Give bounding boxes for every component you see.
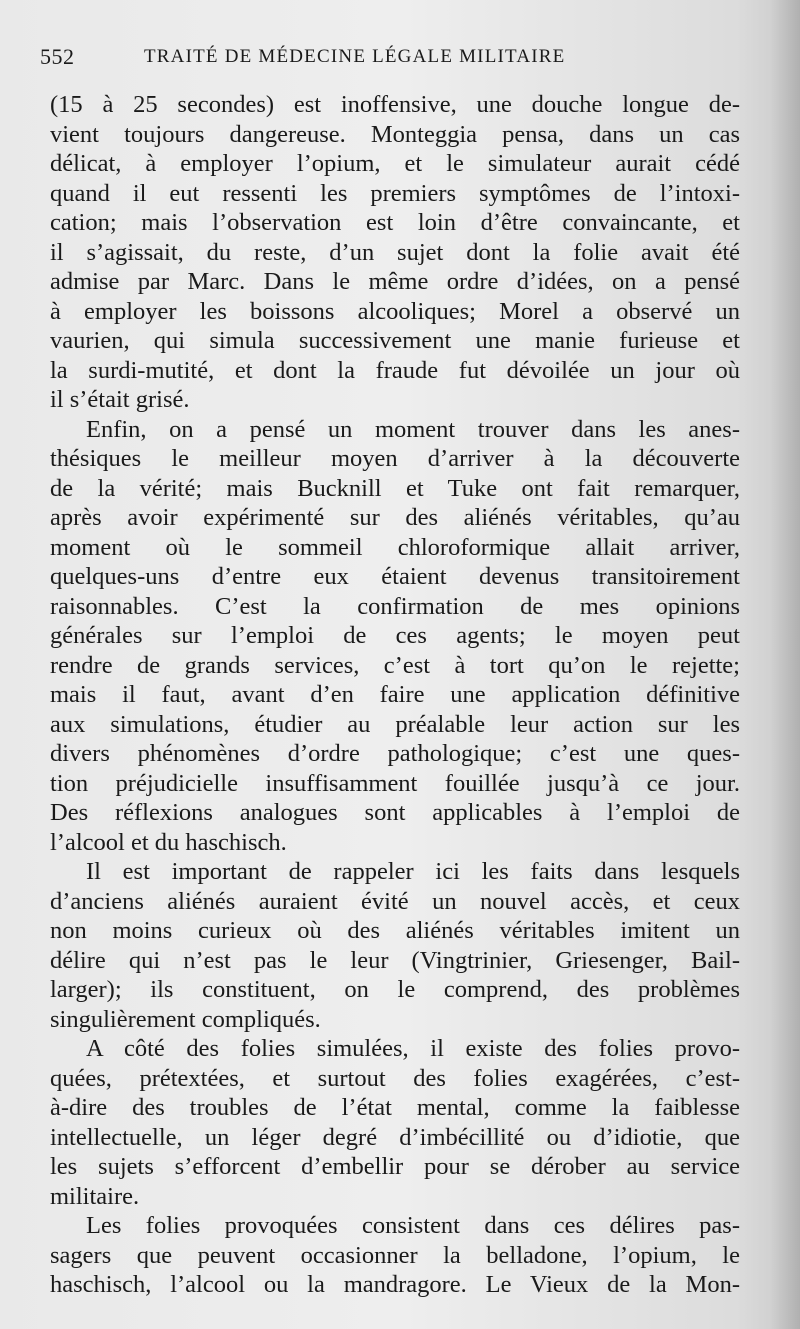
text-line: mais il faut, avant d’en faire une application définitive [50, 681, 740, 708]
text-line: singulièrement compliqués. [50, 1005, 321, 1033]
text-line: d’anciens aliénés auraient évité un nouvel accès, et ceux [50, 887, 740, 915]
text-line: (15 à 25 secondes) est inoffensive, une douche longue de- [50, 91, 740, 118]
text-line: à employer les boissons alcooliques; Morel a observé un [50, 297, 740, 325]
page-number: 552 [40, 44, 75, 69]
page-header [40, 44, 720, 76]
text-line: vaurien, qui simula successivement une manie furieuse et [50, 327, 740, 354]
text-line: Les folies provoquées consistent dans ces délires pas- [86, 1212, 740, 1239]
text-line: il s’était grisé. [50, 386, 190, 413]
text-line: quand il eut ressenti les premiers symptômes de l’intoxi- [50, 179, 740, 207]
text-line: Il est important de rappeler ici les faits dans lesquels [86, 858, 740, 885]
text-line: rendre de grands services, c’est à tort qu’on le rejette; [50, 651, 740, 679]
text-line: raisonnables. C’est la confirmation de mes opinions [50, 592, 740, 620]
text-line: délire qui n’est pas le leur (Vingtrinier, Griesenger, Bail- [50, 946, 740, 974]
text-line: haschisch, l’alcool ou la mandragore. Le Vieux de la Mon- [50, 1271, 740, 1298]
text-line: Des réflexions analogues sont applicables à l’emploi de [50, 799, 740, 826]
text-line: intellectuelle, un léger degré d’imbécillité ou d’idiotie, que [50, 1123, 740, 1151]
text-line: délicat, à employer l’opium, et le simulateur aurait cédé [50, 150, 740, 177]
text-line: admise par Marc. Dans le même ordre d’idées, on a pensé [50, 268, 740, 295]
text-line: générales sur l’emploi de ces agents; le moyen peut [50, 622, 740, 649]
text-line: moment où le sommeil chloroformique allait arriver, [50, 533, 740, 561]
text-line: les sujets s’efforcent d’embellir pour se dérober au service [50, 1153, 740, 1180]
text-line: quelques-uns d’entre eux étaient devenus transitoirement [50, 563, 740, 590]
text-line: après avoir expérimenté sur des aliénés véritables, qu’au [50, 504, 740, 531]
text-line: l’alcool et du haschisch. [50, 828, 287, 856]
text-line: vient toujours dangereuse. Monteggia pensa, dans un cas [50, 120, 740, 148]
body-text [50, 90, 740, 1300]
text-line: A côté des folies simulées, il existe des folies provo- [86, 1035, 740, 1062]
text-line: sagers que peuvent occasionner la belladone, l’opium, le [50, 1241, 740, 1269]
text-line: la surdi-mutité, et dont la fraude fut dévoilée un jour où [50, 356, 740, 384]
text-line: Enfin, on a pensé un moment trouver dans les anes- [86, 415, 740, 443]
page-edge-shadow [770, 0, 800, 1329]
text-line: aux simulations, étudier au préalable leur action sur les [50, 710, 740, 738]
text-line: larger); ils constituent, on le comprend, des problèmes [50, 976, 740, 1003]
text-line: il s’agissait, du reste, d’un sujet dont la folie avait été [50, 238, 740, 266]
running-title: TRAITÉ DE MÉDECINE LÉGALE MILITAIRE [144, 46, 566, 67]
text-line: thésiques le meilleur moyen d’arriver à la découverte [50, 445, 740, 472]
text-line: à-dire des troubles de l’état mental, comme la faiblesse [50, 1094, 740, 1121]
text-line: cation; mais l’observation est loin d’être convaincante, et [50, 209, 740, 236]
text-line: divers phénomènes d’ordre pathologique; c’est une ques- [50, 740, 740, 767]
text-line: non moins curieux où des aliénés véritables imitent un [50, 917, 740, 944]
text-line: militaire. [50, 1182, 140, 1210]
text-line: quées, prétextées, et surtout des folies exagérées, c’est- [50, 1064, 740, 1092]
text-line: tion préjudicielle insuffisamment fouillée jusqu’à ce jour. [50, 769, 740, 797]
text-line: de la vérité; mais Bucknill et Tuke ont fait remarquer, [50, 474, 740, 502]
